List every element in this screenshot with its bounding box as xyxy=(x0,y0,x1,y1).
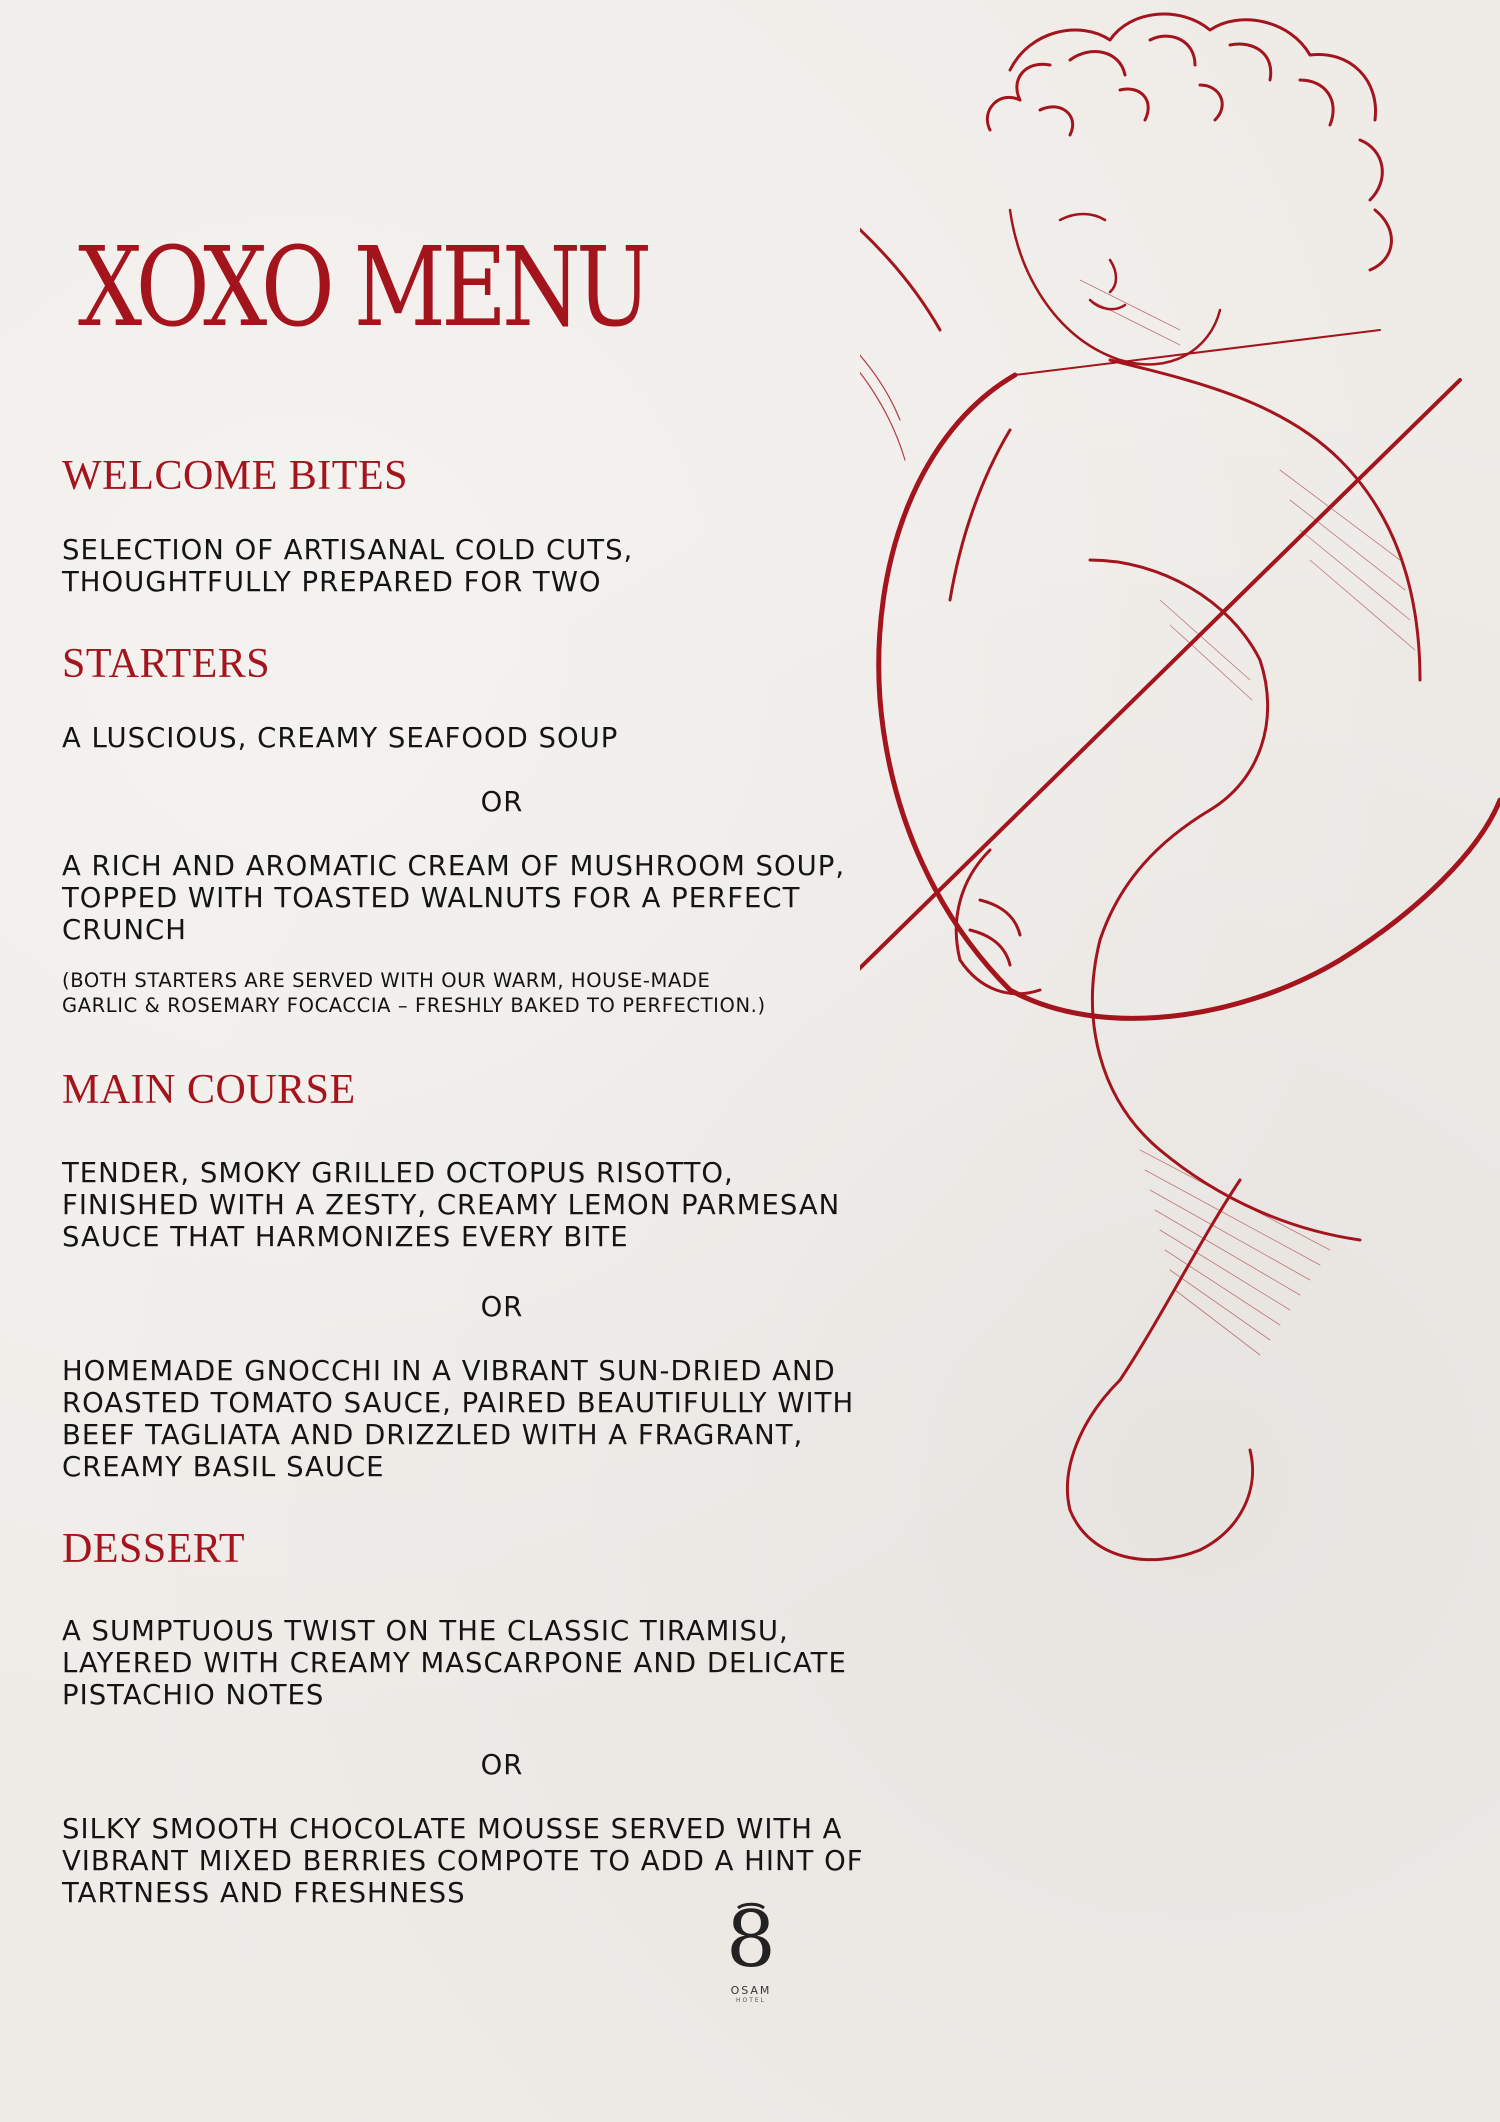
dessert-item-1: A SUMPTUOUS TWIST ON THE CLASSIC TIRAMISU, LAYERED WITH CREAMY MASCARPONE AND DELICATE PISTACHIO NOTES xyxy=(62,1615,847,1711)
logo-mark-icon xyxy=(720,1900,782,1978)
menu-title: XOXO MENU xyxy=(78,223,648,351)
main-course-item-2: HOMEMADE GNOCCHI IN A VIBRANT SUN-DRIED AND ROASTED TOMATO SAUCE, PAIRED BEAUTIFULLY WITH BEEF TAGLIATA AND DRIZZLED WITH A FRAGRANT, CREAMY BASIL SAUCE xyxy=(62,1355,855,1483)
dessert-item-2: SILKY SMOOTH CHOCOLATE MOUSSE SERVED WITH A VIBRANT MIXED BERRIES COMPOTE TO ADD A HINT OF TARTNESS AND FRESHNESS xyxy=(62,1813,864,1909)
or-divider: OR xyxy=(480,1291,524,1323)
or-divider: OR xyxy=(480,1749,524,1781)
starter-item-2: A RICH AND AROMATIC CREAM OF MUSHROOM SOUP, TOPPED WITH TOASTED WALNUTS FOR A PERFECT CRUNCH xyxy=(62,850,846,946)
section-heading-welcome-bites: WELCOME BITES xyxy=(62,453,408,499)
bow xyxy=(879,375,1500,1018)
body xyxy=(950,360,1420,1560)
arm-hand xyxy=(956,850,1040,994)
section-heading-dessert: DESSERT xyxy=(62,1526,246,1572)
logo-sub: HOTEL xyxy=(735,1997,767,2004)
starter-item-1: A LUSCIOUS, CREAMY SEAFOOD SOUP xyxy=(62,722,619,754)
wing-shape xyxy=(860,91,940,510)
or-divider: OR xyxy=(480,786,524,818)
logo-name: OSAM xyxy=(730,1984,772,1997)
starters-note: (BOTH STARTERS ARE SERVED WITH OUR WARM, HOUSE-MADE GARLIC & ROSEMARY FOCACCIA – FRESHLY BAKED TO PERFECTION.) xyxy=(62,969,766,1017)
osam-hotel-logo xyxy=(720,1900,782,2004)
bow-string xyxy=(1015,330,1380,375)
hair-curls xyxy=(987,14,1391,270)
face xyxy=(1010,210,1220,364)
main-course-item-1: TENDER, SMOKY GRILLED OCTOPUS RISOTTO, FINISHED WITH A ZESTY, CREAMY LEMON PARMESAN SAUCE THAT HARMONIZES EVERY BITE xyxy=(62,1157,841,1253)
svg-text:8: 8 xyxy=(726,1900,776,1978)
cupid-illustration xyxy=(860,0,1500,1660)
section-heading-main-course: MAIN COURSE xyxy=(62,1067,356,1113)
section-heading-starters: STARTERS xyxy=(62,641,271,687)
welcome-bites-item: SELECTION OF ARTISANAL COLD CUTS, THOUGHTFULLY PREPARED FOR TWO xyxy=(62,534,634,598)
